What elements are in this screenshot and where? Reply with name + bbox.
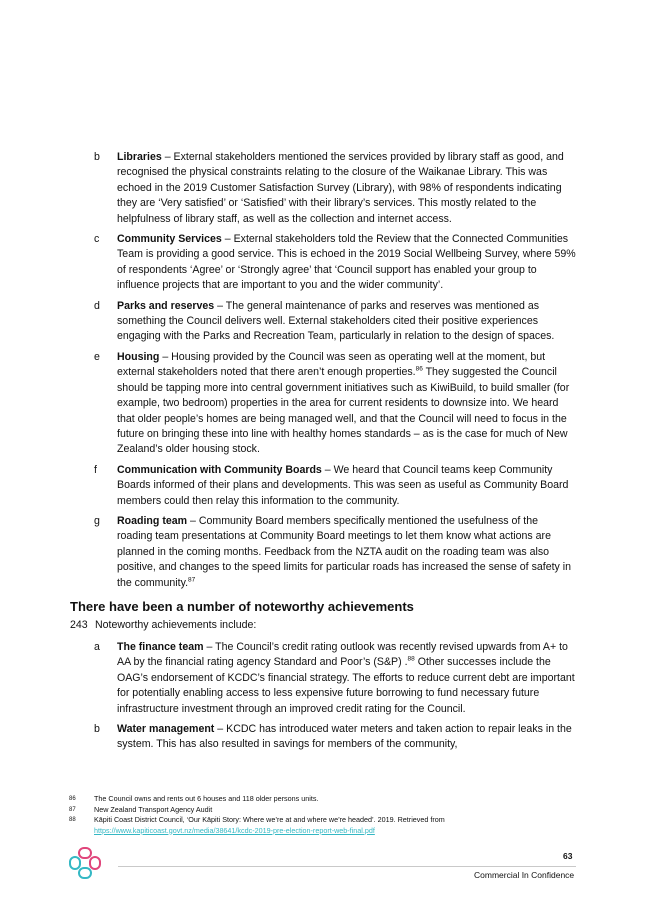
section-heading: There have been a number of noteworthy achievements — [70, 599, 414, 614]
footnote — [69, 794, 584, 805]
item-text: – KCDC has introduced water meters and taken action to repair leaks in the system. This has also resulted in savings for members of the community, — [117, 723, 572, 751]
footnote-text: New Zealand Transport Agency Audit — [94, 804, 213, 814]
footnote — [69, 804, 584, 816]
footnotes — [69, 794, 584, 836]
item-text: – The Council’s credit rating outlook was recently revised upwards from A+ to AA by the financial rating agency Standard and Poor’s (S&P) . — [117, 641, 568, 669]
footnote-text: Kāpiti Coast District Council, ‘Our Kāpiti Story: Where we’re at and where we’re headed’. 2019. Retrieved from — [94, 815, 445, 824]
item-title: Community Services — [117, 233, 222, 246]
logo-petal-top — [79, 848, 91, 858]
logo-petal-right — [90, 857, 100, 869]
footer-divider — [118, 866, 576, 867]
item-title: Parks and reserves — [117, 299, 215, 312]
list-marker: c — [94, 233, 100, 246]
list-marker: e — [94, 350, 100, 363]
footnote-number: 86 — [69, 796, 76, 802]
item-text-continued: Other successes include the OAG’s endorsement of KCDC’s financial strategy. The efforts to reduce current debt are important for potentially enabling access to less expensive future borrowing to fund necessary future infrastructure investment through an improved credit rating for the Council. — [117, 656, 575, 715]
list-item — [94, 514, 576, 591]
footnote-number: 87 — [69, 806, 76, 813]
footnote-ref[interactable]: 88 — [407, 655, 415, 663]
item-text: – We heard that Council teams keep Community Boards informed of their plans and developments. This was seen as useful as Community Board members could then relay this information to the community. — [117, 463, 569, 507]
list-marker: d — [94, 299, 100, 312]
list-item — [94, 463, 576, 509]
list-marker: f — [94, 463, 97, 476]
list-item — [94, 350, 576, 458]
item-title: Housing — [117, 350, 160, 363]
item-text: – External stakeholders told the Review that the Connected Communities Team is providing a good service. This is echoed in the 2019 Social Wellbeing Survey, where 59% of respondents ‘Agree’ or ‘Strongly agree’ that ‘Council support has enabled your group to influence projects that are important to you and the wider community’. — [117, 233, 576, 292]
list-item — [94, 640, 576, 717]
logo-petal-left — [70, 857, 80, 869]
paragraph-number: 243 — [70, 619, 88, 631]
footnote-text: The Council owns and rents out 6 houses and 118 older persons units. — [94, 794, 319, 803]
list-item — [94, 150, 576, 227]
paragraph-text: Noteworthy achievements include: — [95, 619, 257, 631]
list-marker: b — [94, 723, 100, 736]
list-item — [94, 722, 576, 753]
list-marker: a — [94, 641, 100, 653]
top-list — [94, 150, 576, 596]
list-item — [94, 232, 576, 294]
item-text: – Community Board members specifically mentioned the usefulness of the roading team presentations at Community Board meetings to let them know what actions are planned in the coming months. Feedback from the NZTA audit on the roading team was also positive, and changes to the speed limits for particular roads has increased the sense of safety in the community. — [117, 514, 572, 589]
council-logo-icon — [68, 846, 102, 880]
footnote-ref[interactable]: 86 — [415, 365, 423, 373]
list-marker: g — [94, 514, 100, 527]
list-marker: b — [94, 151, 100, 163]
item-title: Roading team — [117, 514, 188, 527]
page-number: 63 — [563, 851, 573, 861]
footnote-link[interactable]: https://www.kapiticoast.govt.nz/media/38641/kcdc-2019-pre-election-report-web-final.pdf — [94, 825, 375, 835]
item-text-continued: They suggested the Council should be tapping more into central government initiatives such as KiwiBuild, to build smaller (for example, two bedroom) properties in the area for current residents to downsize into. We heard that older people’s homes are being managed well, and that the Council will need to focus in the future on bringing these into line with healthy homes standards – as is the case for much of New Zealand’s older housing stock. — [117, 366, 570, 456]
list-item — [94, 299, 576, 345]
item-text: – Housing provided by the Council was seen as operating well at the moment, but external stakeholders noted that there aren’t enough properties. — [117, 350, 546, 379]
footnote-ref[interactable]: 87 — [188, 576, 196, 584]
item-title: Water management — [117, 723, 215, 736]
bottom-list — [94, 640, 576, 758]
numbered-paragraph — [70, 618, 256, 633]
footnote — [69, 815, 584, 836]
item-text: – External stakeholders mentioned the services provided by library staff as good, and recognised the physical constraints relating to the closure of the Waikanae Library. This was echoed in the 2019 Customer Satisfaction Survey (Library), with 98% of respondents indicating they are ‘Very satisfied’ or ‘Satisfied’ with their library’s services. This mostly related to the helpfulness of library staff, as well as the collection and internet access. — [117, 151, 564, 225]
footnote-number: 88 — [69, 817, 76, 823]
item-title: The finance team — [117, 641, 204, 653]
logo-petal-bottom — [79, 868, 91, 878]
confidentiality-label: Commercial In Confidence — [474, 870, 575, 880]
item-text: – The general maintenance of parks and reserves was mentioned as something the Council delivers well. External stakeholders cited their positive experiences engaging with the Parks and Recreation Team, particularly in relation to the design of spaces. — [117, 299, 555, 343]
item-title: Libraries — [117, 151, 162, 163]
item-title: Communication with Community Boards — [117, 463, 322, 476]
